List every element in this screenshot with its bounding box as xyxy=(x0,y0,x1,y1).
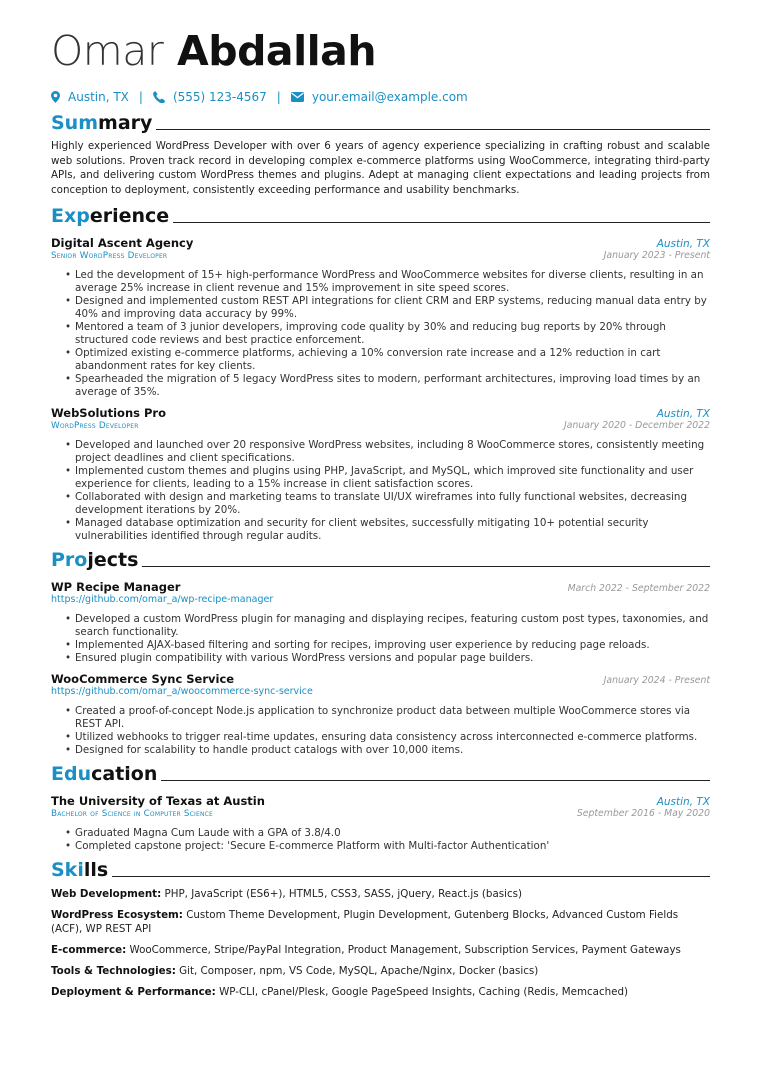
summary-text: Highly experienced WordPress Developer with over 6 years of agency experience specializing in crafting robust and scalable web solutions. Proven track record in developing complex e-commerce platforms using WooCommerce, integrating third-party APIs, and delivering custom WordPress themes and plugins. Adept at managing client expectations and leading projects from conception to deployment, consistently exceeding performance and usability benchmarks. xyxy=(51,140,710,196)
skill-row: Tools & Technologies: Git, Composer, npm, VS Code, MySQL, Apache/Nginx, Docker (basics) xyxy=(51,965,539,977)
section-rule xyxy=(156,129,710,130)
list-item: • Developed a custom WordPress plugin for managing and displaying recipes, featuring custom post types, taxonomies, and search functionality. xyxy=(65,613,710,639)
envelope-icon xyxy=(291,92,304,102)
list-item: • Completed capstone project: 'Secure E-commerce Platform with Multi-factor Authentication' xyxy=(65,840,710,853)
project-entry xyxy=(51,672,710,757)
skills-list xyxy=(51,887,710,999)
company-name: Digital Ascent Agency xyxy=(51,236,194,250)
section-header-skills xyxy=(51,859,710,881)
project-name: WP Recipe Manager xyxy=(51,580,181,594)
skill-row: Web Development: PHP, JavaScript (ES6+), HTML5, CSS3, SASS, jQuery, React.js (basics) xyxy=(51,888,523,900)
contact-phone[interactable] xyxy=(153,90,267,104)
project-link[interactable]: https://github.com/omar_a/wp-recipe-manager xyxy=(51,594,274,605)
contact-separator: | xyxy=(276,90,281,104)
section-header-summary xyxy=(51,112,710,134)
last-name: Abdallah xyxy=(176,27,377,75)
list-item: • Graduated Magna Cum Laude with a GPA of 3.8/4.0 xyxy=(65,827,710,840)
job-role: WordPress Developer xyxy=(51,421,139,431)
project-link[interactable]: https://github.com/omar_a/woocommerce-sync-service xyxy=(51,686,313,697)
project-entry xyxy=(51,580,710,665)
section-rule xyxy=(173,222,710,223)
skill-row: WordPress Ecosystem: Custom Theme Development, Plugin Development, Gutenberg Blocks, Advanced Custom Fields (ACF), WP REST API xyxy=(51,909,679,935)
section-rule xyxy=(142,566,710,567)
list-item: • Developed and launched over 20 responsive WordPress websites, including 8 WooCommerce stores, consistently meeting project deadlines and client specifications. xyxy=(65,439,710,465)
map-marker-icon xyxy=(51,91,60,103)
section-title: Experience xyxy=(51,205,170,227)
contact-separator: | xyxy=(138,90,143,104)
section-title: Skills xyxy=(51,859,109,881)
section-rule xyxy=(112,876,710,877)
list-item: • Utilized webhooks to trigger real-time updates, ensuring data consistency across interconnected e-commerce platforms. xyxy=(65,731,710,744)
skill-row: E-commerce: WooCommerce, Stripe/PayPal Integration, Product Management, Subscription Services, Payment Gateways xyxy=(51,944,681,956)
list-item: • Optimized existing e-commerce platforms, achieving a 10% conversion rate increase and a 12% reduction in cart abandonment rates for key clients. xyxy=(65,347,710,373)
phone-text[interactable]: (555) 123-4567 xyxy=(172,90,267,104)
school-name: The University of Texas at Austin xyxy=(51,794,265,808)
contact-location xyxy=(51,90,129,104)
company-name: WebSolutions Pro xyxy=(51,406,166,420)
experience-entry xyxy=(51,406,710,543)
bullet-list xyxy=(65,827,710,853)
section-title: Summary xyxy=(51,112,153,134)
list-item: • Mentored a team of 3 junior developers, improving code quality by 30% and reducing bug reports by 20% through structured code reviews and best practice enforcement. xyxy=(65,321,710,347)
list-item: • Implemented AJAX-based filtering and sorting for recipes, improving user experience by reducing page reloads. xyxy=(65,639,710,652)
contact-info xyxy=(51,90,710,104)
job-role: Senior WordPress Developer xyxy=(51,251,168,261)
list-item: • Managed database optimization and security for client websites, successfully mitigating 10+ potential security vulnerabilities identified through regular audits. xyxy=(65,517,710,543)
project-dates: January 2024 - Present xyxy=(603,675,710,686)
location-text: Austin, TX xyxy=(68,90,129,104)
section-header-experience xyxy=(51,205,710,227)
section-header-education xyxy=(51,763,710,785)
experience-entry xyxy=(51,236,710,399)
bullet-list xyxy=(65,705,710,757)
list-item: • Spearheaded the migration of 5 legacy WordPress sites to modern, performant architectures, improving load times by an average of 35%. xyxy=(65,373,710,399)
list-item: • Led the development of 15+ high-performance WordPress and WooCommerce websites for diverse clients, resulting in an average 25% increase in client revenue and 15% improvement in site speed scores. xyxy=(65,269,710,295)
degree: Bachelor of Science in Computer Science xyxy=(51,809,214,819)
first-name: Omar xyxy=(51,27,164,75)
job-dates: January 2020 - December 2022 xyxy=(564,420,710,431)
list-item: • Ensured plugin compatibility with various WordPress versions and popular page builders. xyxy=(65,652,710,665)
section-title: Education xyxy=(51,763,158,785)
list-item: • Implemented custom themes and plugins using PHP, JavaScript, and MySQL, which improved site functionality and user experience for clients, leading to a 15% increase in client satisfaction scores. xyxy=(65,465,710,491)
project-dates: March 2022 - September 2022 xyxy=(567,583,710,594)
bullet-list xyxy=(65,439,710,543)
section-title: Projects xyxy=(51,549,139,571)
candidate-name xyxy=(51,28,710,74)
project-name: WooCommerce Sync Service xyxy=(51,672,235,686)
list-item: • Collaborated with design and marketing teams to translate UI/UX wireframes into fully functional websites, decreasing development iterations by 20%. xyxy=(65,491,710,517)
job-dates: January 2023 - Present xyxy=(603,250,710,261)
education-entry xyxy=(51,794,710,853)
bullet-list xyxy=(65,613,710,665)
skill-row: Deployment & Performance: WP-CLI, cPanel/Plesk, Google PageSpeed Insights, Caching (Redis, Memcached) xyxy=(51,986,629,998)
contact-email[interactable] xyxy=(291,90,468,104)
list-item: • Designed for scalability to handle product catalogs with over 10,000 items. xyxy=(65,744,710,757)
email-link[interactable]: your.email@example.com xyxy=(311,90,468,104)
list-item: • Created a proof-of-concept Node.js application to synchronize product data between multiple WooCommerce stores via REST API. xyxy=(65,705,710,731)
education-dates: September 2016 - May 2020 xyxy=(576,808,710,819)
job-location: Austin, TX xyxy=(656,408,710,420)
section-rule xyxy=(161,780,710,781)
school-location: Austin, TX xyxy=(656,796,710,808)
section-header-projects xyxy=(51,549,710,571)
phone-icon xyxy=(153,91,165,103)
job-location: Austin, TX xyxy=(656,238,710,250)
list-item: • Designed and implemented custom REST API integrations for client CRM and ERP systems, reducing manual data entry by 40% and improving data accuracy by 99%. xyxy=(65,295,710,321)
bullet-list xyxy=(65,269,710,399)
